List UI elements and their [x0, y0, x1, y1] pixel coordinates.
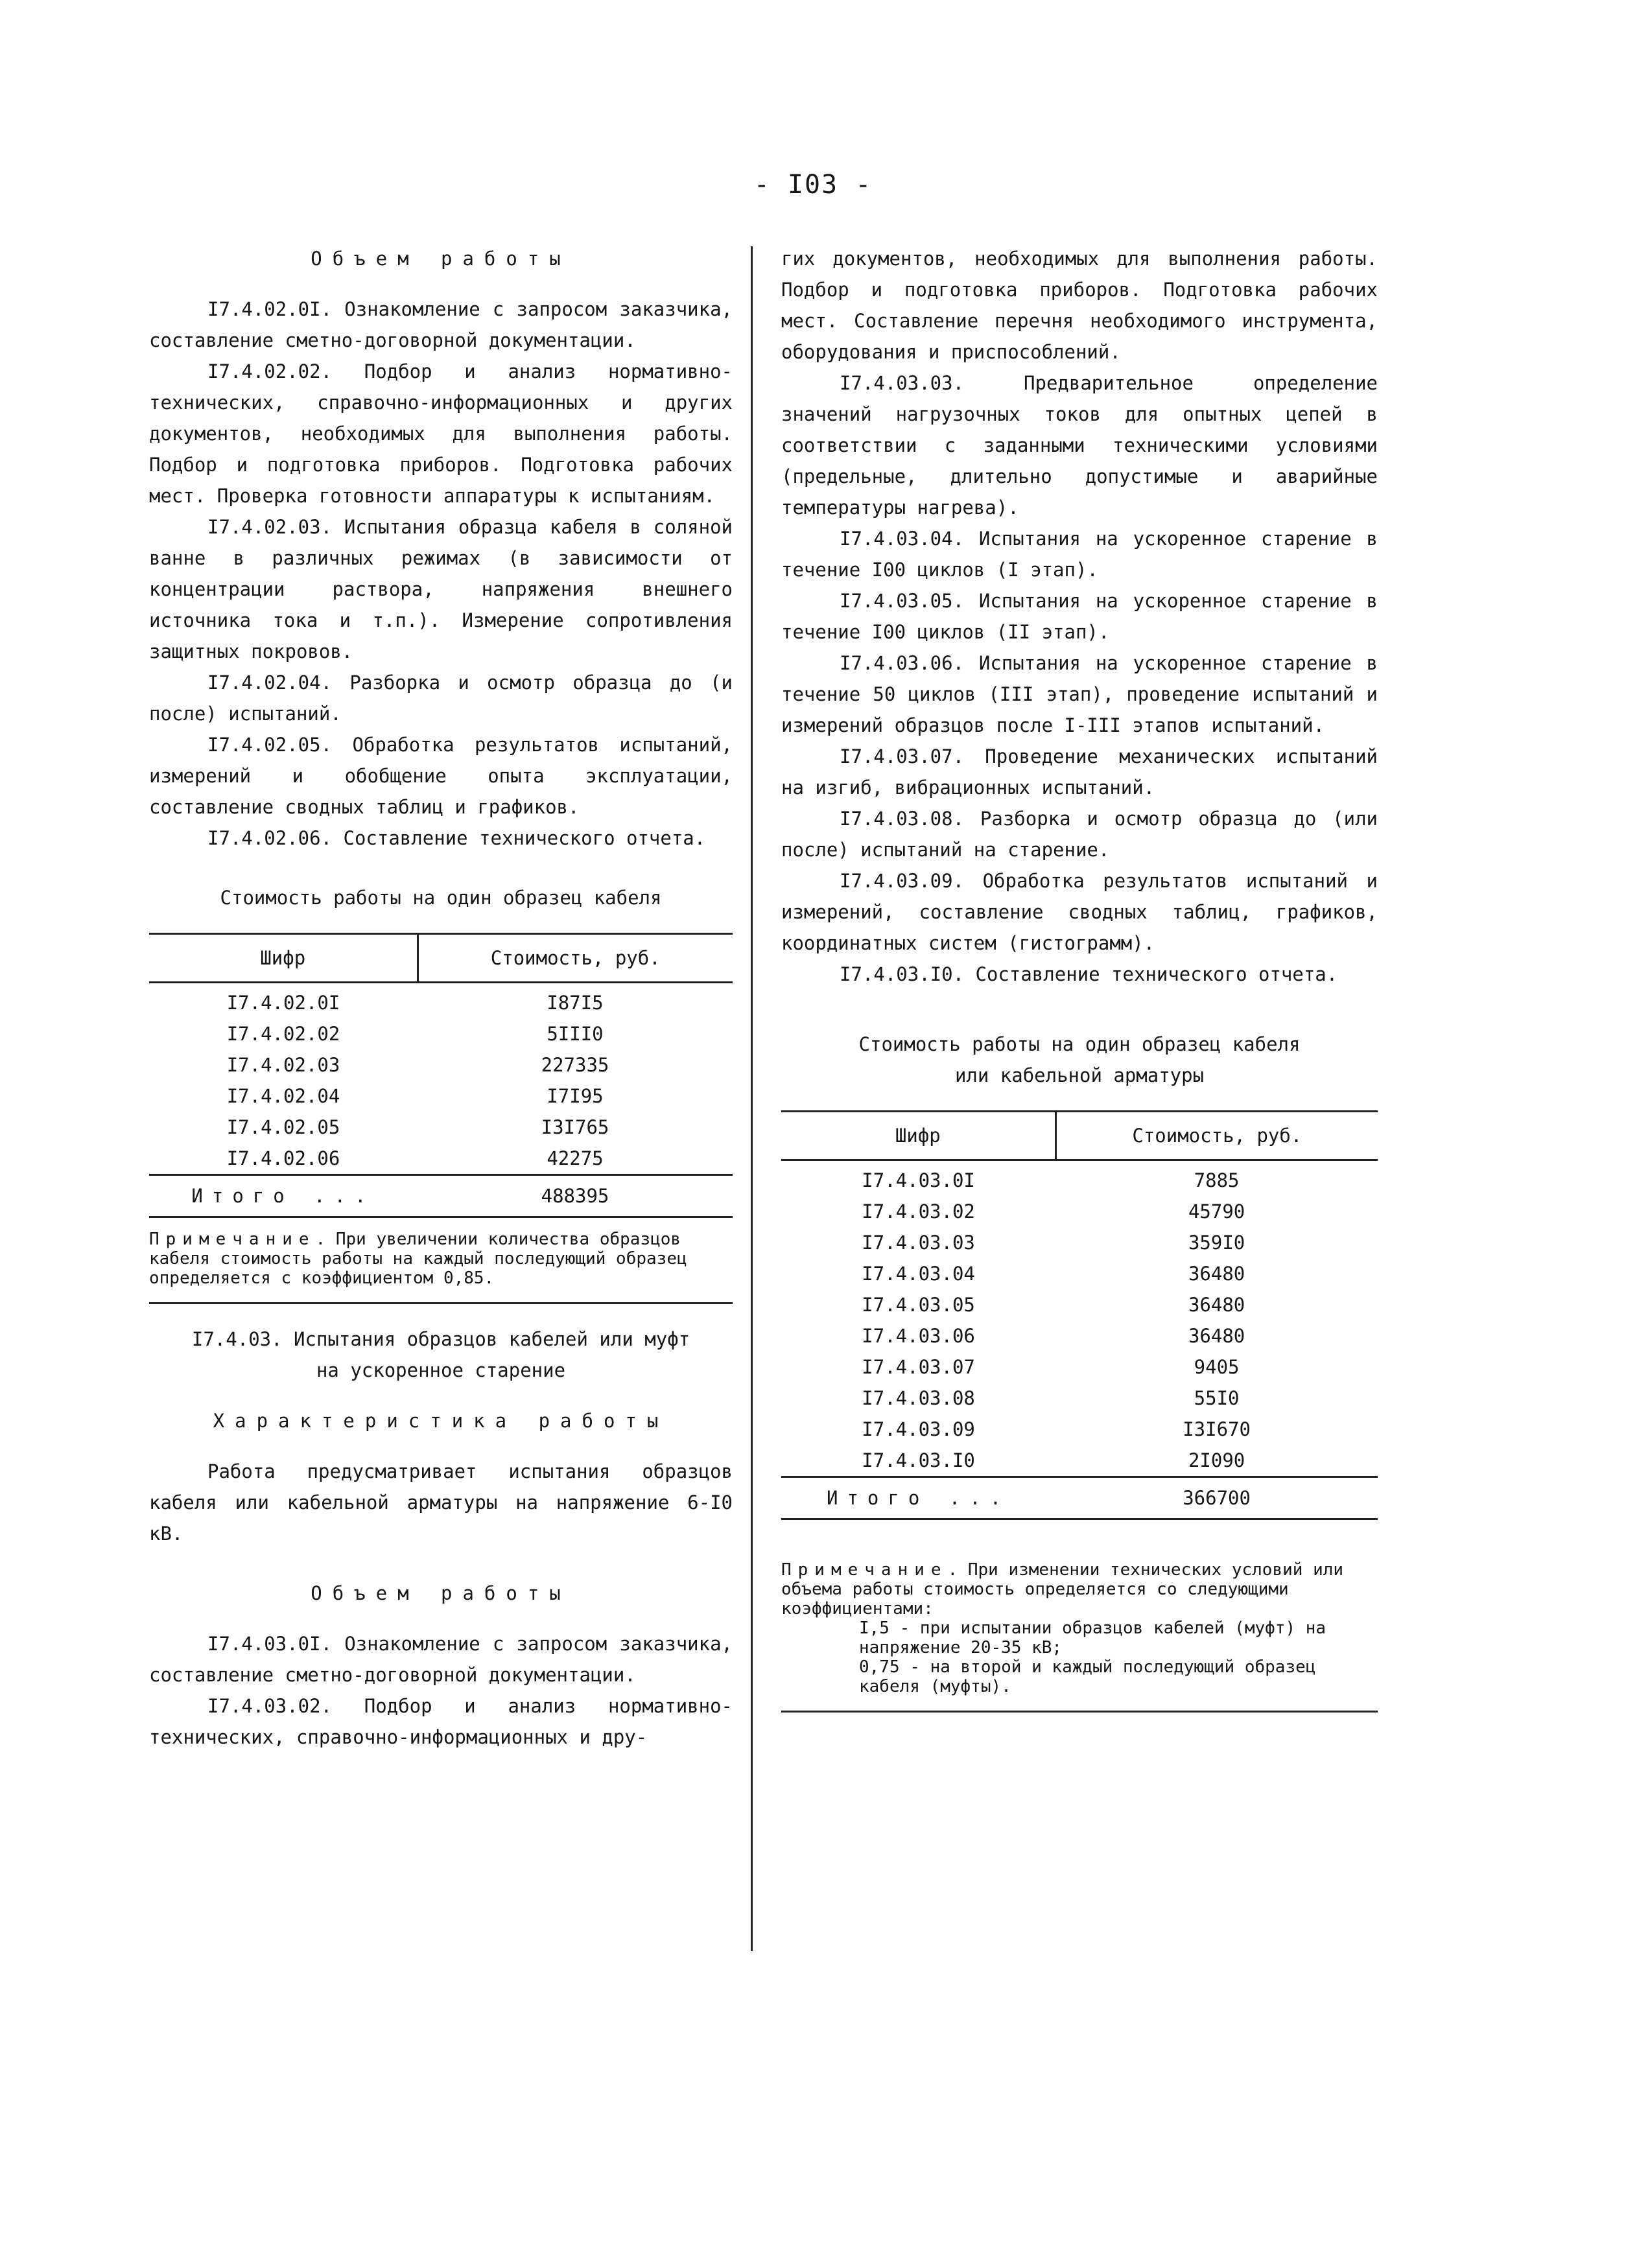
row-code: I7.4.02.05	[226, 1116, 340, 1138]
item-17-4-03-07: I7.4.03.07. Проведение механических испытаний на изгиб, вибрационных испытаний.	[781, 745, 1378, 799]
row-code: I7.4.02.03	[226, 1054, 340, 1076]
item-17-4-02-03: I7.4.02.03. Испытания образца кабеля в соляной ванне в различных режимах (в зависимости от концентрации раствора, напряжения внешнего источника тока и т.п.). Измерение сопротивления защитных покровов.	[149, 516, 733, 662]
row-cost: 45790	[1188, 1200, 1245, 1222]
table-row	[781, 1289, 1378, 1320]
row-cost: I3I670	[1183, 1418, 1251, 1440]
row-code: I7.4.03.05	[862, 1294, 975, 1316]
item-17-4-03-03: I7.4.03.03. Предварительное определение значений нагрузочных токов для опытных цепей в соответствии с заданными техническими условиями (предельные, длительно допустимые и аварийные температуры нагрева).	[781, 372, 1378, 519]
item-17-4-03-05: I7.4.03.05. Испытания на ускоренное старение в течение I00 циклов (II этап).	[781, 590, 1378, 643]
item-17-4-03-09: I7.4.03.09. Обработка результатов испытаний и измерений, составление сводных таблиц, графиков, координатных систем (гистограмм).	[781, 870, 1378, 954]
heading-scope-2: Объем работы	[311, 1582, 571, 1604]
section-title-line-2: на ускоренное старение	[316, 1359, 566, 1381]
heading-characteristic: Характеристика работы	[213, 1410, 669, 1432]
column-divider	[751, 246, 753, 1951]
table-row	[781, 1383, 1378, 1414]
note-2-coef-1: I,5 - при испытании образцов кабелей (муфт) на напряжение 20-35 кВ;	[859, 1619, 1326, 1657]
cost-table-2	[781, 1110, 1378, 1520]
row-code: I7.4.02.02	[226, 1023, 340, 1045]
row-code: I7.4.03.02	[862, 1200, 975, 1222]
item-17-4-03-06: I7.4.03.06. Испытания на ускоренное старение в течение 50 циклов (III этап), проведение испытаний и измерений образцов после I-III этапов испытаний.	[781, 652, 1378, 736]
table1-caption: Стоимость работы на один образец кабеля	[220, 887, 662, 909]
row-code: I7.4.02.06	[226, 1147, 340, 1169]
table-row	[149, 983, 733, 1019]
row-code: I7.4.03.07	[862, 1356, 975, 1378]
row-code: I7.4.03.09	[862, 1418, 975, 1440]
table-row	[781, 1258, 1378, 1289]
note-2	[781, 1560, 1378, 1713]
right-column	[781, 243, 1378, 1713]
item-17-4-03-01: I7.4.03.0I. Ознакомление с запросом заказчика, составление сметно-договорной документации.	[149, 1633, 733, 1686]
table-row	[781, 1351, 1378, 1383]
item-17-4-03-10: I7.4.03.I0. Составление технического отчета.	[840, 963, 1338, 985]
table2-caption: Стоимость работы на один образец кабеля	[858, 1033, 1301, 1055]
table-total-row	[781, 1477, 1378, 1519]
row-code: I7.4.03.04	[862, 1263, 975, 1285]
characteristic-text: Работа предусматривает испытания образцов кабеля или кабельной арматуры на напряжение 6-I0 кВ.	[149, 1460, 733, 1545]
item-17-4-03-02: I7.4.03.02. Подбор и анализ нормативно-технических, справочно-информационных и дру-	[149, 1695, 733, 1748]
table-row	[149, 1018, 733, 1049]
left-column	[149, 243, 733, 1753]
row-code: I7.4.02.04	[226, 1085, 340, 1107]
table-row	[781, 1160, 1378, 1197]
row-cost: 36480	[1188, 1294, 1245, 1316]
row-cost: 36480	[1188, 1325, 1245, 1347]
table2-col-cost: Стоимость, руб.	[1055, 1112, 1378, 1160]
item-17-4-03-04: I7.4.03.04. Испытания на ускоренное старение в течение I00 циклов (I этап).	[781, 528, 1378, 581]
note-2-label: Примечание	[781, 1560, 948, 1580]
cost-table-1	[149, 933, 733, 1218]
heading-scope: Объем работы	[311, 248, 571, 270]
table-row	[149, 1112, 733, 1143]
row-cost: 55I0	[1194, 1387, 1240, 1409]
note-1-text: . При увеличении количества образцов кабеля стоимость работы на каждый последующий образец определяется с коэффициентом 0,85.	[149, 1230, 687, 1288]
item-17-4-02-05: I7.4.02.05. Обработка результатов испытаний, измерений и обобщение опыта эксплуатации, составление сводных таблиц и графиков.	[149, 734, 733, 818]
note-2-coef-2: 0,75 - на второй и каждый последующий образец кабеля (муфты).	[859, 1657, 1316, 1696]
item-17-4-02-01: I7.4.02.0I. Ознакомление с запросом заказчика, составление сметно-договорной документации.	[149, 298, 733, 351]
note-2-text: . При изменении технических условий или объема работы стоимость определяется со следующими коэффициентами:	[781, 1560, 1344, 1619]
row-cost: 7885	[1194, 1169, 1240, 1191]
note-1-label: Примечание	[149, 1230, 316, 1249]
table-total-row	[149, 1175, 733, 1217]
row-cost: 5III0	[547, 1023, 604, 1045]
item-17-4-02-04: I7.4.02.04. Разборка и осмотр образца до (и после) испытаний.	[149, 672, 733, 725]
total-value: 366700	[1055, 1477, 1378, 1519]
row-cost: I3I765	[541, 1116, 609, 1138]
table2-caption-line-2: или кабельной арматуры	[954, 1064, 1205, 1086]
item-17-4-03-08: I7.4.03.08. Разборка и осмотр образца до (или после) испытаний на старение.	[781, 808, 1378, 861]
table-row	[781, 1445, 1378, 1477]
row-cost: 42275	[547, 1147, 604, 1169]
row-code: I7.4.03.I0	[862, 1449, 975, 1471]
row-cost: 36480	[1188, 1263, 1245, 1285]
table2-col-code: Шифр	[781, 1112, 1055, 1160]
total-label: Итого ...	[149, 1175, 418, 1217]
note-1	[149, 1230, 733, 1304]
table-row	[149, 1143, 733, 1175]
row-cost: I87I5	[547, 992, 604, 1014]
table-row	[149, 1049, 733, 1081]
row-code: I7.4.03.03	[862, 1232, 975, 1254]
table-row	[781, 1227, 1378, 1258]
table-row	[781, 1414, 1378, 1445]
row-cost: 2I090	[1188, 1449, 1245, 1471]
row-code: I7.4.02.0I	[226, 992, 340, 1014]
row-cost: 227335	[541, 1054, 609, 1076]
table1-col-code: Шифр	[149, 934, 418, 983]
row-code: I7.4.03.08	[862, 1387, 975, 1409]
section-title-17-4-03: I7.4.03. Испытания образцов кабелей или муфт	[191, 1328, 690, 1350]
row-cost: 9405	[1194, 1356, 1240, 1378]
table-row	[781, 1196, 1378, 1227]
item-17-4-02-02: I7.4.02.02. Подбор и анализ нормативно-технических, справочно-информационных и других документов, необходимых для выполнения работы. Подбор и подготовка приборов. Подготовка рабочих мест. Проверка готовности аппаратуры к испытаниям.	[149, 360, 733, 507]
row-code: I7.4.03.0I	[862, 1169, 975, 1191]
table-row	[149, 1081, 733, 1112]
table-row	[781, 1320, 1378, 1351]
page-number: - I03 -	[753, 170, 873, 200]
item-17-4-03-02-cont: гих документов, необходимых для выполнения работы. Подбор и подготовка приборов. Подготовка рабочих мест. Составление перечня необходимого инструмента, оборудования и приспособлений.	[781, 248, 1378, 363]
row-cost: I7I95	[547, 1085, 604, 1107]
row-code: I7.4.03.06	[862, 1325, 975, 1347]
table1-col-cost: Стоимость, руб.	[418, 934, 733, 983]
total-value: 488395	[418, 1175, 733, 1217]
total-label: Итого ...	[781, 1477, 1055, 1519]
item-17-4-02-06: I7.4.02.06. Составление технического отчета.	[207, 827, 706, 849]
row-cost: 359I0	[1188, 1232, 1245, 1254]
